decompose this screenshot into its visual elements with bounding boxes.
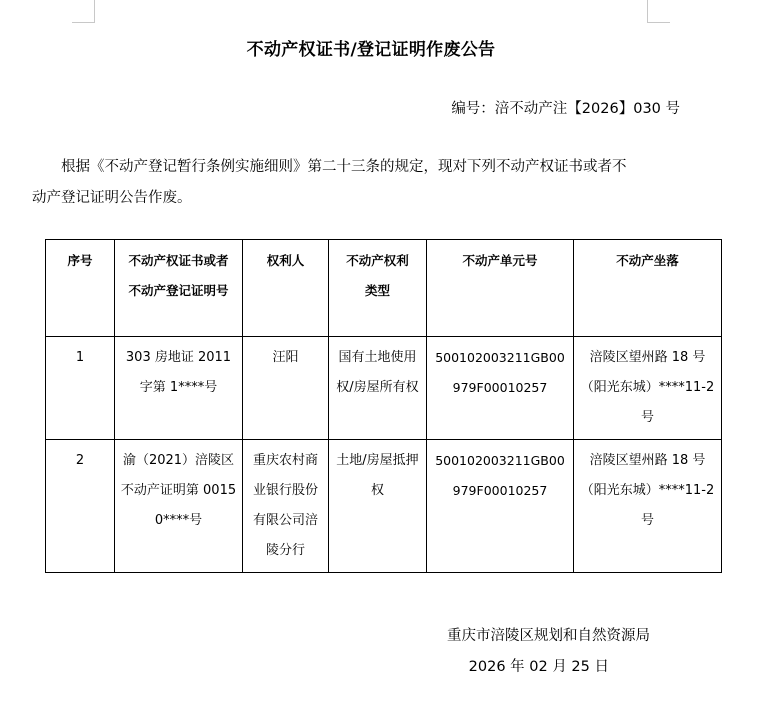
cell-right-type: 国有土地使用权/房屋所有权 bbox=[329, 337, 427, 440]
cell-location: 涪陵区望州路 18 号（阳光东城）****11-2 号 bbox=[574, 440, 722, 573]
header-unit-no: 不动产单元号 bbox=[427, 240, 574, 337]
cell-cert-no: 303 房地证 2011 字第 1****号 bbox=[115, 337, 243, 440]
document-title: 不动产权证书/登记证明作废公告 bbox=[246, 40, 496, 60]
cell-holder: 汪阳 bbox=[243, 337, 329, 440]
cell-cert-no: 渝（2021）涪陵区不动产证明第 00150****号 bbox=[115, 440, 243, 573]
void-certificate-table bbox=[45, 239, 722, 573]
cell-seq: 1 bbox=[46, 337, 115, 440]
page-corner-mark-right bbox=[647, 0, 670, 23]
header-location: 不动产坐落 bbox=[574, 240, 722, 337]
cell-unit-no: 500102003211GB00979F00010257 bbox=[427, 440, 574, 573]
cell-unit-no: 500102003211GB00979F00010257 bbox=[427, 337, 574, 440]
body-paragraph-line-2: 动产登记证明公告作废。 bbox=[32, 190, 192, 206]
header-cert-no-line-2: 不动产登记证明号 bbox=[128, 283, 229, 298]
header-cert-no-line-1: 不动产权证书或者 bbox=[128, 253, 229, 268]
cell-location: 涪陵区望州路 18 号（阳光东城）****11-2 号 bbox=[574, 337, 722, 440]
page-corner-mark-left bbox=[72, 0, 95, 23]
issuing-organization: 重庆市涪陵区规划和自然资源局 bbox=[447, 628, 650, 644]
header-right-type bbox=[329, 240, 427, 337]
cell-right-type: 土地/房屋抵押权 bbox=[329, 440, 427, 573]
header-seq: 序号 bbox=[46, 240, 115, 337]
header-right-type-line-2: 类型 bbox=[364, 283, 390, 298]
table-row bbox=[46, 440, 722, 573]
cell-holder: 重庆农村商业银行股份有限公司涪陵分行 bbox=[243, 440, 329, 573]
issue-date: 2026 年 02 月 25 日 bbox=[468, 659, 609, 675]
body-paragraph-line-1: 根据《不动产登记暂行条例实施细则》第二十三条的规定，现对下列不动产权证书或者不 bbox=[61, 159, 627, 175]
document-number: 编号：涪不动产注【2026】030 号 bbox=[451, 101, 680, 117]
header-cert-no bbox=[115, 240, 243, 337]
header-holder: 权利人 bbox=[243, 240, 329, 337]
table-header-row bbox=[46, 240, 722, 337]
table-row bbox=[46, 337, 722, 440]
cell-seq: 2 bbox=[46, 440, 115, 573]
header-right-type-line-1: 不动产权利 bbox=[346, 253, 409, 268]
